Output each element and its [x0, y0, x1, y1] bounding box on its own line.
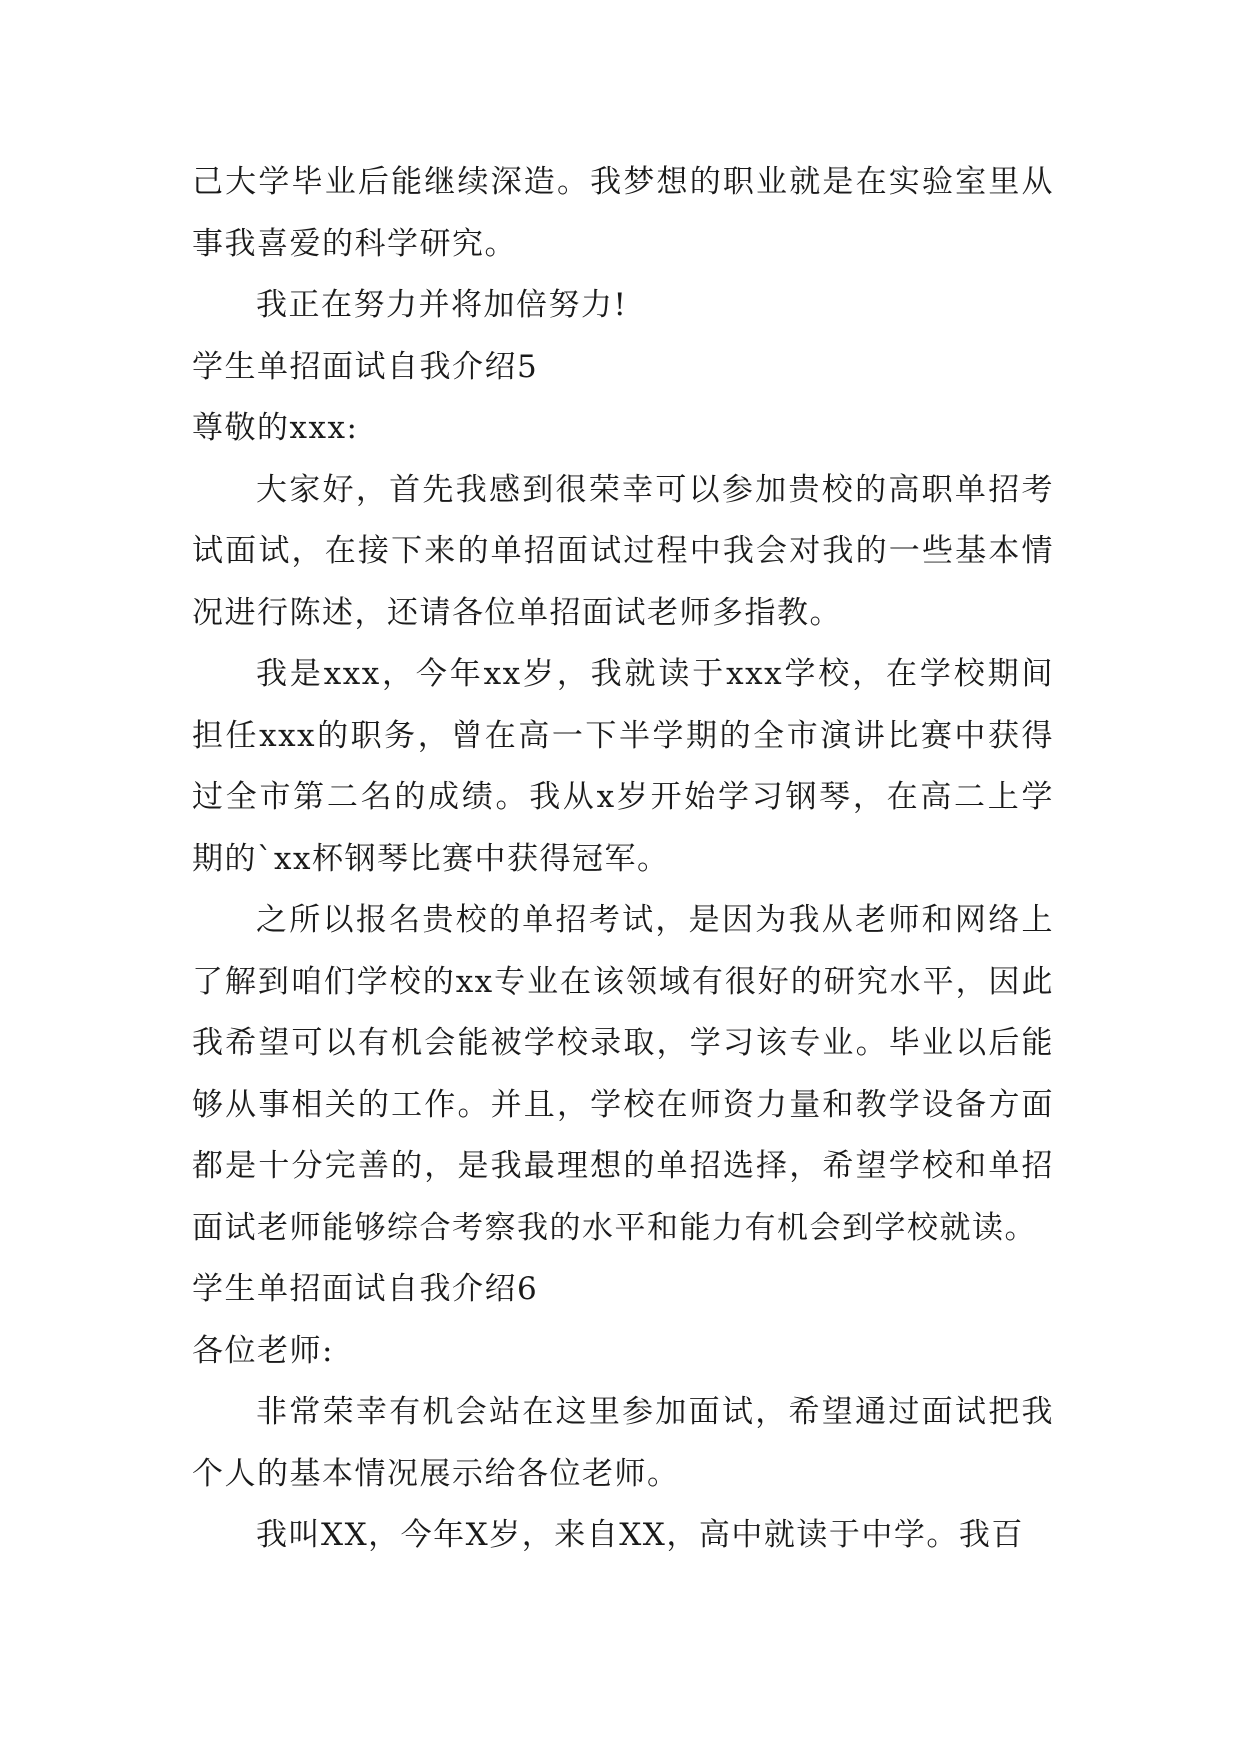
- paragraph: 我正在努力并将加倍努力!: [256, 287, 628, 323]
- paragraph-continued: 己大学毕业后能继续深造。我梦想的职业就是在实验室里从事我喜爱的科学研究。: [192, 164, 1054, 262]
- paragraph: 非常荣幸有机会站在这里参加面试，希望通过面试把我个人的基本情况展示给各位老师。: [192, 1394, 1054, 1492]
- paragraph: 我是xxx，今年xx岁，我就读于xxx学校，在学校期间担任xxx的职务，曾在高一下半学期的全市演讲比赛中获得过全市第二名的成绩。我从x岁开始学习钢琴，在高二上学期的`xx杯钢琴比赛中获得冠军。: [192, 656, 1054, 877]
- section-heading: 学生单招面试自我介绍5: [192, 348, 539, 385]
- section-heading: 学生单招面试自我介绍6: [192, 1271, 539, 1307]
- paragraph: 大家好，首先我感到很荣幸可以参加贵校的高职单招考试面试，在接下来的单招面试过程中我会对我的一些基本情况进行陈述，还请各位单招面试老师多指教。: [192, 471, 1054, 631]
- paragraph: 之所以报名贵校的单招考试，是因为我从老师和网络上了解到咱们学校的xx专业在该领域有很好的研究水平，因此我希望可以有机会能被学校录取，学习该专业。毕业以后能够从事相关的工作。并且，学校在师资力量和教学设备方面都是十分完善的，是我最理想的单招选择，希望学校和单招面试老师能够综合考察我的水平和能力有机会到学校就读。: [192, 902, 1054, 1246]
- salutation: 各位老师:: [192, 1332, 334, 1369]
- salutation: 尊敬的xxx:: [192, 410, 359, 446]
- paragraph: 我叫XX，今年X岁，来自XX，高中就读于中学。我百: [256, 1517, 1024, 1553]
- document-page: [192, 152, 1054, 1567]
